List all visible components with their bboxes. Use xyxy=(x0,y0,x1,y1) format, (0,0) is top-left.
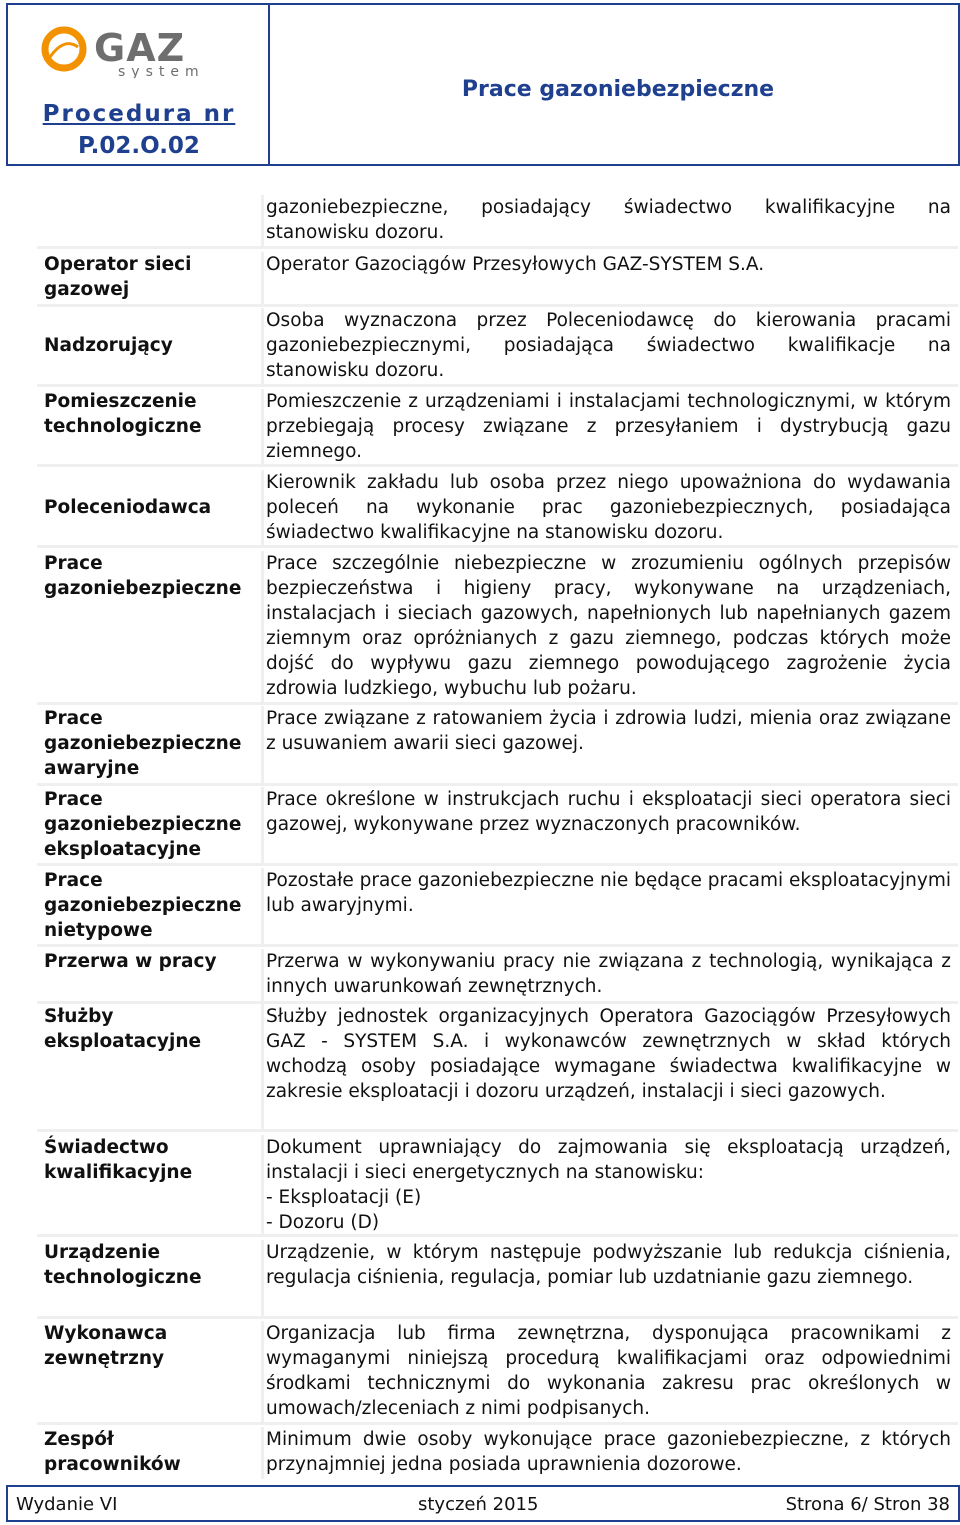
footer-page-number: Strona 6/ Stron 38 xyxy=(785,1494,950,1515)
glossary-term: Pomieszczenie technologiczne xyxy=(44,391,202,437)
glossary-row xyxy=(37,1427,958,1479)
glossary-row xyxy=(37,868,958,947)
header-left-cell xyxy=(8,5,270,164)
glossary-term: Wykonawca zewnętrzny xyxy=(44,1323,168,1369)
definition-list-item: - Eksploatacji (E) xyxy=(266,1187,422,1208)
document-title: Prace gazoniebezpieczne xyxy=(461,77,775,102)
glossary-row xyxy=(37,195,958,249)
glossary-term: Prace gazoniebezpieczne xyxy=(44,553,242,599)
glossary-term: Prace gazoniebezpieczne awaryjne xyxy=(44,708,242,779)
glossary-definition: Osoba wyznaczona przez Poleceniodawcę do kierowania pracami gazoniebezpiecznymi, posiadająca świadectwo kwalifikacje na stanowisku dozoru. xyxy=(266,310,951,381)
glossary-row xyxy=(37,1135,958,1237)
glossary-term: Prace gazoniebezpieczne nietypowe xyxy=(44,870,242,941)
procedure-label: Procedura nr xyxy=(42,101,236,127)
glossary-term: Poleceniodawca xyxy=(44,497,212,518)
glossary-row xyxy=(37,1321,958,1425)
glossary-row xyxy=(37,252,958,307)
glossary-term: Operator sieci gazowej xyxy=(44,254,192,300)
document-header xyxy=(6,3,960,166)
glossary-definition: Służby jednostek organizacyjnych Operatora Gazociągów Przesyłowych GAZ - SYSTEM S.A. i wykonawców zewnętrznych w skład których wchodzą osoby posiadające wymagane świadectwa kwalifikacyjne w zakresie eksploatacji i dozoru urządzeń, instalacji i sieci gazowych. xyxy=(266,1006,951,1102)
svg-text:system: system xyxy=(118,64,205,78)
glossary-row xyxy=(37,1240,958,1319)
glossary-definition: Prace określone w instrukcjach ruchu i eksploatacji sieci operatora sieci gazowej, wykonywane przez wyznaczonych pracowników. xyxy=(266,789,951,835)
logo-wordmark: GAZ xyxy=(94,26,186,70)
glossary-definition: gazoniebezpieczne, posiadający świadectwo kwalifikacyjne na stanowisku dozoru. xyxy=(266,197,951,243)
footer-edition: Wydanie VI xyxy=(16,1494,118,1515)
glossary-term: Nadzorujący xyxy=(44,335,173,356)
glossary-row xyxy=(37,1004,958,1132)
glossary-definition: Operator Gazociągów Przesyłowych GAZ-SYSTEM S.A. xyxy=(266,254,765,275)
document-footer xyxy=(6,1485,960,1522)
glossary-row xyxy=(37,706,958,786)
glossary-row xyxy=(37,949,958,1004)
glossary-definition: Prace szczególnie niebezpieczne w zrozumieniu ogólnych przepisów bezpieczeństwa i higieny pracy, wykonywane na urządzeniach, instalacjach i sieciach gazowych, napełnionych lub napełnianych gazem ziemnym oraz opróżnianych z gazu ziemnego, podczas których może dojść do wypływu gazu ziemnego powodującego zagrożenie życia zdrowia ludzkiego, wybuchu lub pożaru. xyxy=(266,553,951,699)
glossary-row xyxy=(37,551,958,705)
glossary-row xyxy=(37,389,958,467)
glossary-definition: Kierownik zakładu lub osoba przez niego upoważniona do wydawania poleceń na wykonanie prac gazoniebezpiecznych, posiadająca świadectwo kwalifikacyjne na stanowisku dozoru. xyxy=(266,472,951,543)
procedure-number: P.02.O.02 xyxy=(78,133,200,159)
glossary-row xyxy=(37,787,958,866)
definition-text: Dokument uprawniający do zajmowania się eksploatacją urządzeń, instalacji i sieci energetycznych na stanowisku: xyxy=(266,1137,951,1183)
glossary-term: Przerwa w pracy xyxy=(44,951,217,972)
glossary-term: Urządzenie technologiczne xyxy=(44,1242,202,1288)
glossary-term: Świadectwo kwalifikacyjne xyxy=(44,1137,193,1183)
glossary-definition: Minimum dwie osoby wykonujące prace gazoniebezpieczne, z których przynajmniej jedna posiada uprawnienia dozorowe. xyxy=(266,1429,951,1475)
glossary-term: Prace gazoniebezpieczne eksploatacyjne xyxy=(44,789,242,860)
glossary-definition: Przerwa w wykonywaniu pracy nie związana z technologią, wynikająca z innych uwarunkowań zewnętrznych. xyxy=(266,951,951,997)
definition-list-item: - Dozoru (D) xyxy=(266,1212,380,1233)
glossary-row xyxy=(37,470,958,548)
glossary-definition: Urządzenie, w którym następuje podwyższanie lub redukcja ciśnienia, regulacja ciśnienia, regulacja, pomiar lub uzdatnianie gazu ziemnego. xyxy=(266,1242,951,1288)
gaz-system-logo xyxy=(38,23,253,78)
glossary-row xyxy=(37,308,958,387)
glossary-term: Zespół pracowników xyxy=(44,1429,181,1475)
footer-date: styczeń 2015 xyxy=(418,1494,539,1515)
glossary-definition: Pomieszczenie z urządzeniami i instalacjami technologicznymi, w którym przebiegają procesy związane z przesyłaniem i dystrybucją gazu ziemnego. xyxy=(266,391,951,462)
glossary-term: Służby eksploatacyjne xyxy=(44,1006,202,1052)
glossary-definition xyxy=(266,1135,951,1235)
glossary-definition: Pozostałe prace gazoniebezpieczne nie będące pracami eksploatacyjnymi lub awaryjnymi. xyxy=(266,870,951,916)
glossary-definition: Prace związane z ratowaniem życia i zdrowia ludzi, mienia oraz związane z usuwaniem awarii sieci gazowej. xyxy=(266,708,951,754)
glossary-definition: Organizacja lub firma zewnętrzna, dysponująca pracownikami z wymaganymi niniejszą procedurą kwalifikacjami oraz odpowiednimi środkami technicznymi do wykonania zakresu prac określonych w umowach/zleceniach z nimi podpisanych. xyxy=(266,1323,951,1419)
